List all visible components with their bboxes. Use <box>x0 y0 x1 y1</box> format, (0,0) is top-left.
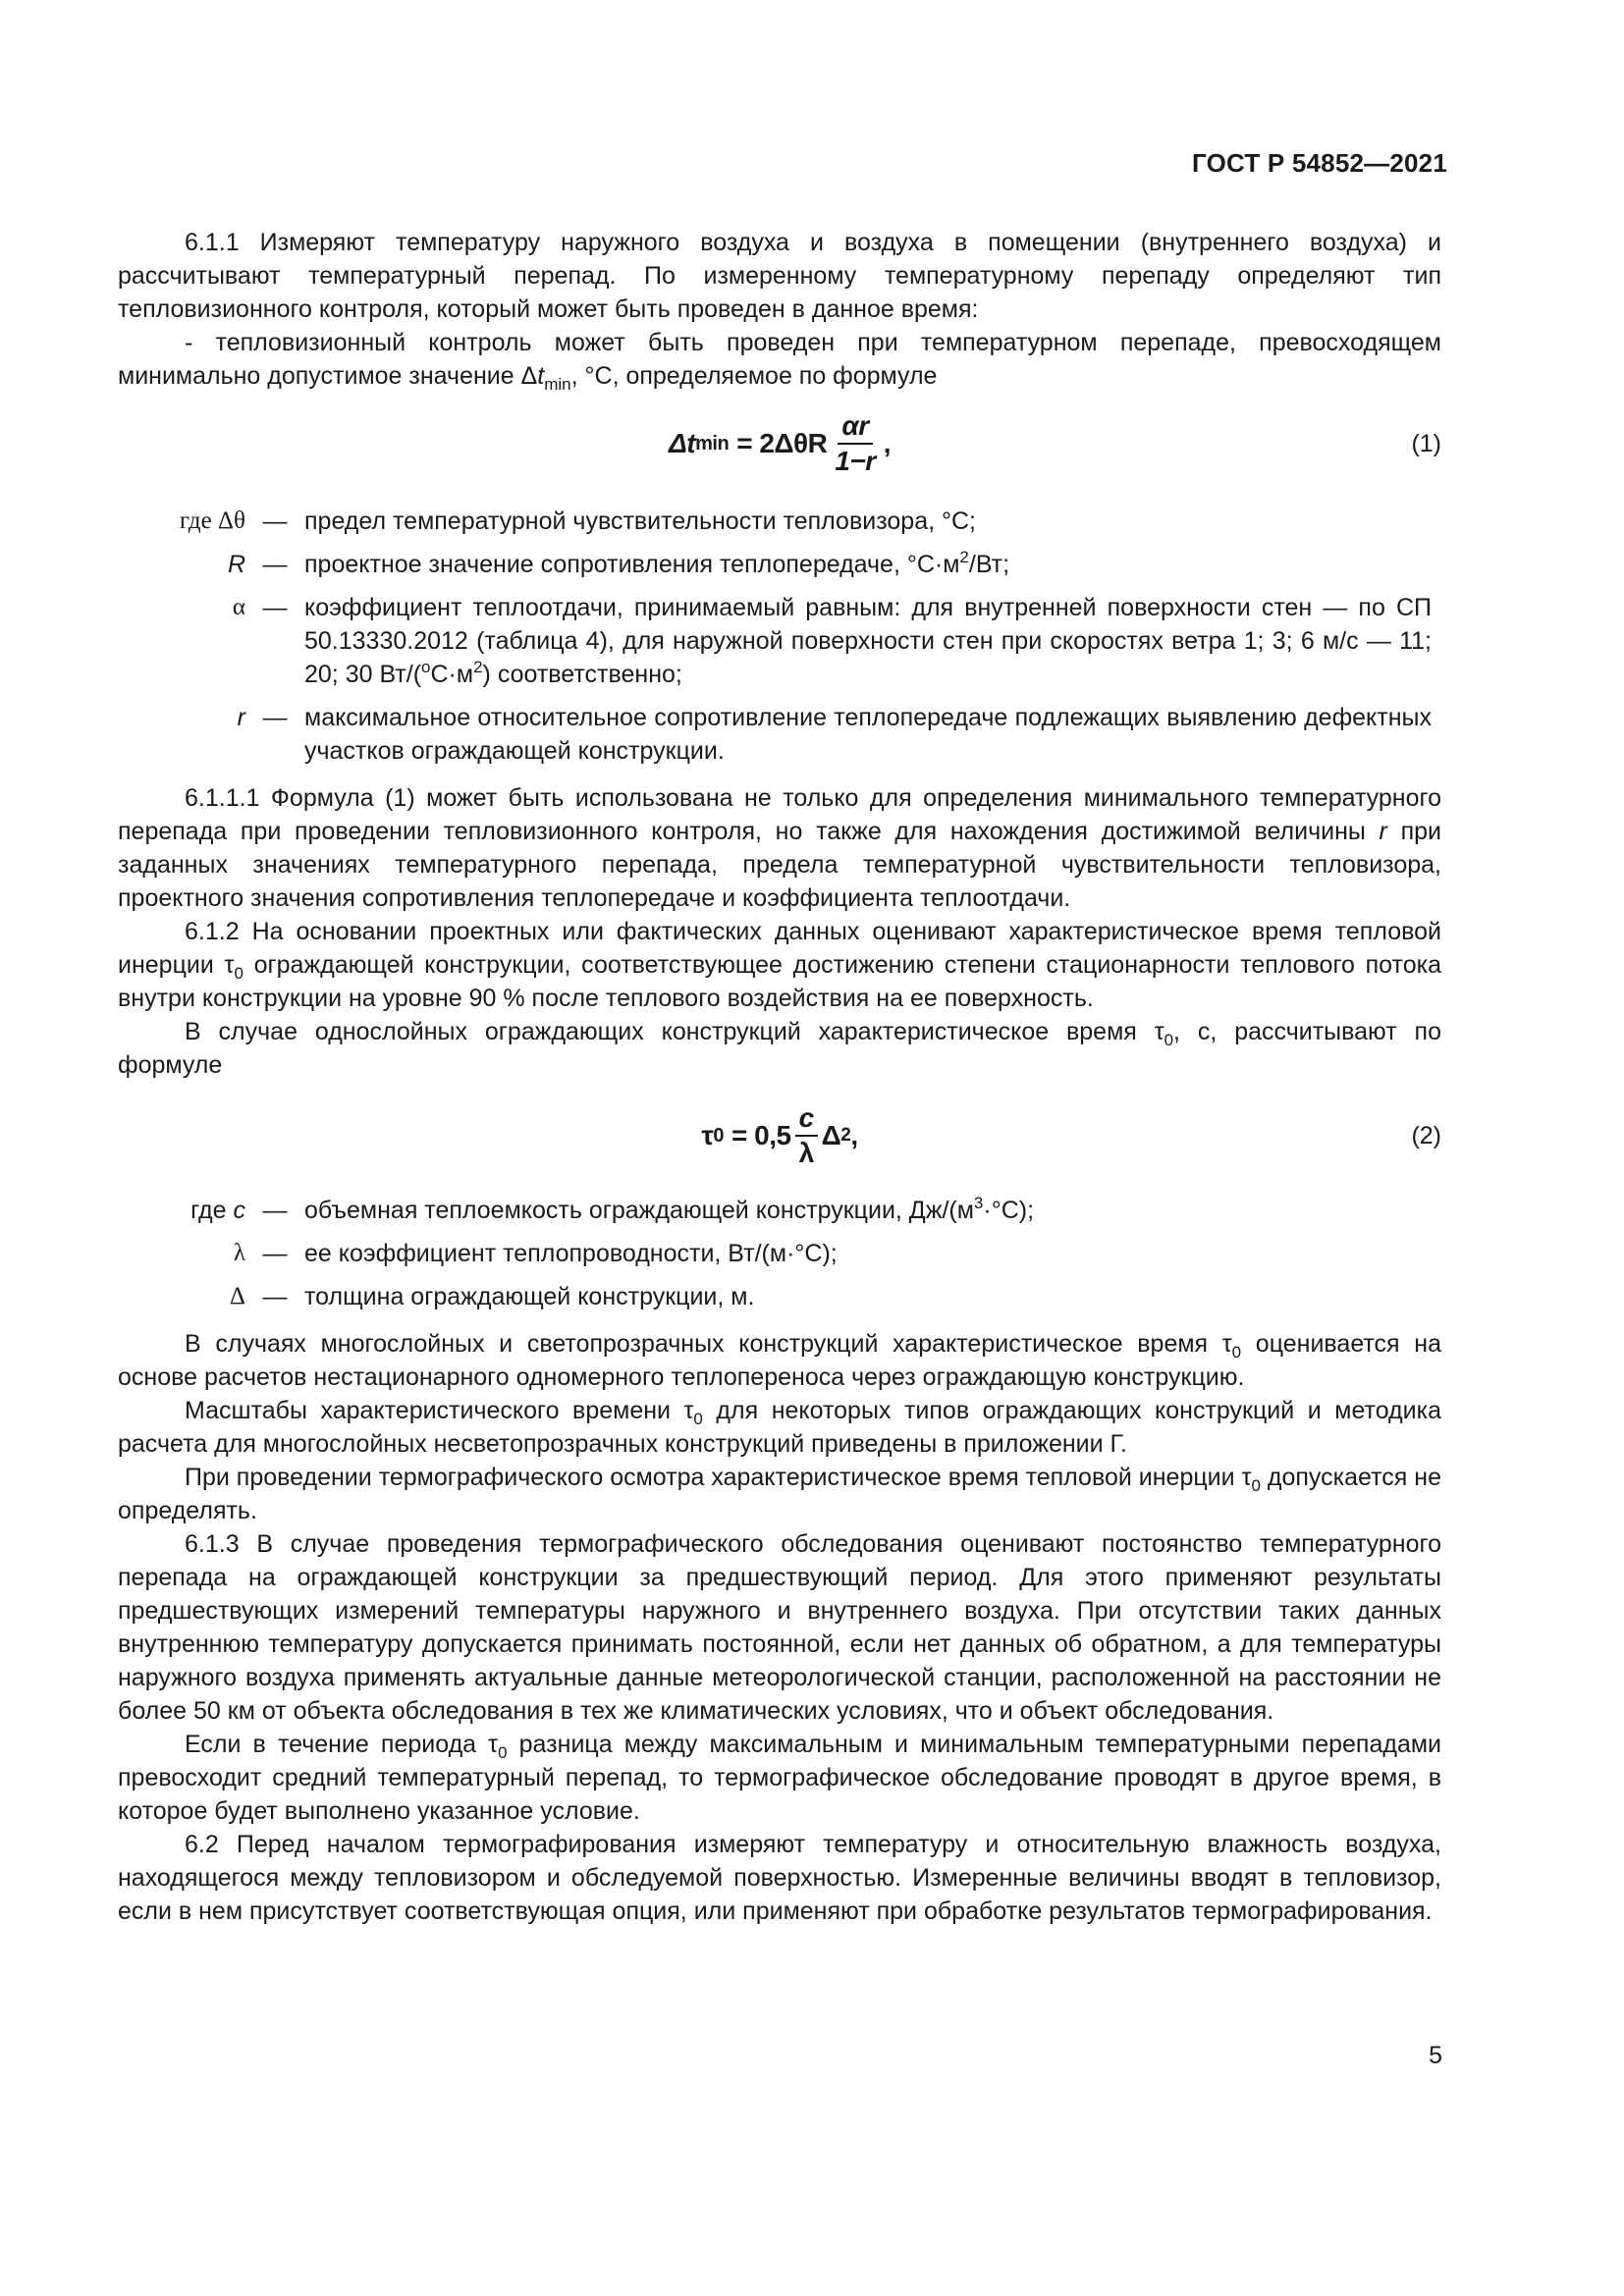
definition-symbol: где Δθ <box>179 507 245 534</box>
definition-symbol: r <box>237 704 245 731</box>
page-number: 5 <box>1429 2042 1442 2069</box>
definition-dash: — <box>262 1240 288 1267</box>
fraction-numerator: αr <box>838 411 872 445</box>
text-run: Если в течение периода τ <box>185 1731 499 1758</box>
formula-delta: Δ <box>821 1120 841 1150</box>
definition-dash: — <box>262 1283 288 1310</box>
definition-dash: — <box>262 507 288 535</box>
definition-item <box>118 548 1441 581</box>
definition-text <box>304 591 1432 691</box>
text-run: допускается не определять. <box>118 1464 1441 1524</box>
text-run: коэффициент теплоотдачи, принимаемый равным: для внутренней поверхности стен — по СП 50.13330.2012 (таблица 4), для наружной поверхности стен при скоростях ветра 1; 3; 6 м/с — 11; 20; 30 Вт/( <box>304 594 1432 688</box>
definition-dash: — <box>262 594 288 621</box>
subscript: 0 <box>498 1743 508 1762</box>
fraction-denominator: λ <box>798 1138 814 1168</box>
definition-symbol: Δ <box>229 1283 245 1309</box>
definition-item <box>118 1237 1441 1270</box>
text-run: /Вт; <box>968 551 1010 578</box>
text-run: при заданных значениях температурного перепада, предела температурной чувствительности тепловизора, проектного значения сопротивления теплопередаче и коэффициента теплоотдачи. <box>118 818 1441 912</box>
definition-symbol: λ <box>233 1240 245 1266</box>
definition-text: предел температурной чувствительности тепловизора, °С; <box>304 507 976 535</box>
paragraph-6-2: 6.2 Перед началом термографирования измеряют температуру и относительную влажность воздуха, находящегося между тепловизором и обследуемой поверхностью. Измеренные величины вводят в тепловизор, если в нем присутствует соответствующая опция, или применяют при обработке результатов термографирования. <box>118 1831 1441 1925</box>
symbol-c: c <box>233 1197 245 1224</box>
definitions-formula-2 <box>118 1194 1441 1313</box>
superscript: о <box>421 658 431 676</box>
subscript: 0 <box>1164 1031 1174 1049</box>
definition-text: ее коэффициент теплопроводности, Вт/(м·°С); <box>304 1240 838 1267</box>
paragraph-period <box>118 1728 1441 1828</box>
formula-tau: τ <box>701 1120 714 1150</box>
paragraph-multilayer <box>118 1327 1441 1394</box>
text-run: - тепловизионный контроль может быть проведен при температурном перепаде, превосходящем минимально допустимое значение Δ <box>118 329 1441 390</box>
formula-comma: , <box>883 428 891 458</box>
formula-2-expression: τ 0 = 0,5 $\frac{c}{\lambda}$ Δ 2 , <box>701 1102 858 1168</box>
text-run: С·м <box>430 661 474 688</box>
definition-item <box>118 1194 1441 1227</box>
text-run: для некоторых типов ограждающих конструкций и методика расчета для многослойных несветопрозрачных конструкций приведены в приложении Г. <box>118 1397 1441 1458</box>
text-run: проектное значение сопротивления теплопередаче, °С·м <box>304 551 960 578</box>
definition-text <box>304 548 1432 581</box>
paragraph-6-1-2 <box>118 915 1441 1015</box>
definition-text: максимальное относительное сопротивление теплопередаче подлежащих выявлению дефектных участков ограждающей конструкции. <box>304 704 1432 765</box>
text-run: ·°С); <box>983 1197 1035 1224</box>
text-run: оценивается на основе расчетов нестационарного одномерного теплопереноса через ограждающую конструкцию. <box>118 1330 1441 1391</box>
text-run: Масштабы характеристического времени τ <box>185 1397 694 1424</box>
document-header: ГОСТ Р 54852—2021 <box>1192 148 1447 178</box>
superscript: 3 <box>973 1194 984 1212</box>
superscript: 2 <box>959 548 969 566</box>
definition-dash: — <box>262 551 288 578</box>
text-run: В случае однослойных ограждающих конструкций характеристическое время τ <box>185 1018 1164 1045</box>
formula-2 <box>118 1095 1441 1176</box>
formula-number: (2) <box>1411 1122 1441 1149</box>
text-run: При проведении термографического осмотра характеристическое время тепловой инерции τ <box>185 1464 1252 1491</box>
definition-symbol <box>118 1194 245 1227</box>
text-run: 6.1.2 На основании проектных или фактических данных оценивают характеристическое время тепловой инерции τ <box>118 918 1441 979</box>
text-run: В случаях многослойных и светопрозрачных конструкций характеристическое время τ <box>185 1330 1232 1358</box>
formula-comma: , <box>850 1120 858 1150</box>
definition-text <box>304 1194 1432 1227</box>
paragraph-bullet-condition <box>118 326 1441 393</box>
definition-item <box>118 1280 1441 1313</box>
paragraph-6-1-1: 6.1.1 Измеряют температуру наружного воздуха и воздуха в помещении (внутреннего воздуха) и рассчитывают температурный перепад. По измеренному температурному перепаду определяют тип тепловизионного контроля, который может быть проведен в данное время: <box>118 229 1441 323</box>
formula-fraction <box>795 1103 818 1168</box>
formula-number: (1) <box>1411 430 1441 457</box>
subscript: 0 <box>1231 1343 1242 1362</box>
text-run: , с, рассчитывают по формуле <box>118 1018 1442 1079</box>
text-run: ограждающей конструкции, соответствующее достижению степени стационарности теплового потока внутри конструкции на уровне 90 % после теплового воздействия на ее поверхность. <box>118 951 1441 1012</box>
fraction-numerator: c <box>795 1103 818 1137</box>
subscript: 0 <box>693 1410 703 1428</box>
fraction-denominator: 1−r <box>835 446 876 476</box>
formula-delta-t: Δt <box>669 428 696 458</box>
subscript-min: min <box>544 375 571 394</box>
definition-item <box>118 701 1441 768</box>
text-run: ) соответственно; <box>482 661 682 688</box>
definition-text: толщина ограждающей конструкции, м. <box>304 1283 755 1310</box>
document-body <box>118 226 1441 1928</box>
superscript: 2 <box>473 658 483 676</box>
definition-symbol: α <box>232 594 245 620</box>
paragraph-survey <box>118 1461 1441 1527</box>
paragraph-single-layer <box>118 1015 1441 1082</box>
paragraph-scales <box>118 1394 1441 1461</box>
subscript: 0 <box>234 964 244 983</box>
paragraph-6-1-1-1 <box>118 781 1441 915</box>
symbol-r: r <box>1379 818 1387 845</box>
definition-dash: — <box>262 704 288 731</box>
text-run: , °С, определяемое по формуле <box>570 362 938 390</box>
text-run: объемная теплоемкость ограждающей конструкции, Дж/(м <box>304 1197 974 1224</box>
formula-rhs: = 2ΔθR <box>736 428 828 458</box>
text-run: 6.1.1.1 Формула (1) может быть использована не только для определения минимального температурного перепада при проведении тепловизионного контроля, но также для нахождения достижимой величины <box>118 784 1441 845</box>
formula-1 <box>118 400 1441 487</box>
symbol-t: t <box>537 362 545 390</box>
definition-dash: — <box>262 1197 288 1224</box>
definitions-formula-1 <box>118 505 1441 768</box>
definition-item <box>118 591 1441 691</box>
paragraph-6-1-3: 6.1.3 В случае проведения термографического обследования оценивают постоянство температурного перепада на ограждающей конструкции за предшествующий период. Для этого применяют результаты предшествующих измерений температуры наружного и внутреннего воздуха. При отсутствии таких данных внутреннюю температуру допускается принимать постоянной, если нет данных об обратном, а для температуры наружного воздуха применять актуальные данные метеорологической станции, расположенной на расстоянии не более 50 км от объекта обследования в тех же климатических условиях, что и объект обследования. <box>118 1530 1441 1725</box>
definition-item <box>118 505 1441 538</box>
formula-1-expression: Δt min = 2ΔθR $\frac{\alpha r}{1-r}$ , <box>669 410 891 476</box>
definition-symbol: R <box>227 551 245 578</box>
formula-fraction <box>831 411 879 476</box>
text-run: разница между максимальным и минимальным температурными перепадами превосходит средний температурный перепад, то термографическое обследование проводят в другое время, в которое будет выполнено указанное условие. <box>118 1731 1441 1825</box>
subscript: 0 <box>1251 1476 1261 1495</box>
formula-rhs: = 0,5 <box>731 1120 791 1150</box>
text-run: где <box>190 1197 234 1224</box>
